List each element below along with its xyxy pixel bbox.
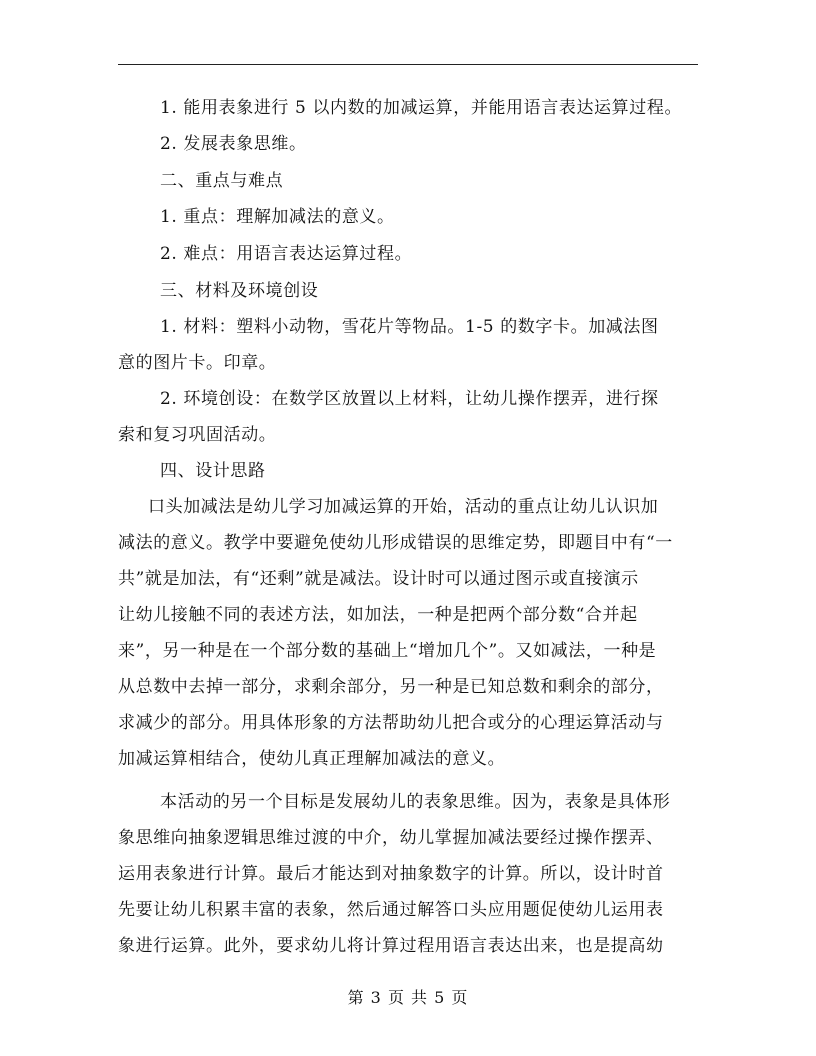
paragraph-line: 让幼儿接触不同的表述方法，如加法，一种是把两个部分数“合并起: [118, 605, 638, 625]
paragraph-line: 从总数中去掉一部分，求剩余部分，另一种是已知总数和剩余的部分，: [118, 677, 664, 697]
paragraph-line: 意的图片卡。印章。: [118, 353, 277, 373]
paragraph-line: 先要让幼儿积累丰富的表象，然后通过解答口头应用题促使幼儿运用表: [118, 900, 664, 920]
paragraph-line: 求减少的部分。用具体形象的方法帮助幼儿把合或分的心理运算活动与: [118, 713, 664, 733]
paragraph-line: 索和复习巩固活动。: [118, 425, 277, 445]
paragraph-line: 减法的意义。教学中要避免使幼儿形成错误的思维定势，即题目中有“一: [118, 533, 673, 553]
section-heading: 三、材料及环境创设: [160, 281, 319, 301]
paragraph-line: 2. 环境创设：在数学区放置以上材料，让幼儿操作摆弄，进行探: [160, 389, 659, 409]
header-rule: [118, 64, 698, 65]
page-footer: 第 3 页 共 5 页: [347, 988, 469, 1007]
paragraph-line: 2. 难点：用语言表达运算过程。: [160, 244, 413, 264]
paragraph-line: 1. 能用表象进行 5 以内数的加减运算，并能用语言表达运算过程。: [160, 98, 683, 118]
paragraph-line: 象进行运算。此外，要求幼儿将计算过程用语言表达出来，也是提高幼: [118, 936, 664, 956]
paragraph-line: 1. 重点：理解加减法的意义。: [160, 207, 395, 227]
paragraph-line: 来”，另一种是在一个部分数的基础上“增加几个”。又如减法，一种是: [118, 641, 657, 661]
paragraph-line: 共”就是加法，有“还剩”就是减法。设计时可以通过图示或直接演示: [118, 569, 639, 589]
paragraph-line: 本活动的另一个目标是发展幼儿的表象思维。因为，表象是具体形: [160, 792, 671, 812]
paragraph-line: 加减运算相结合，使幼儿真正理解加减法的意义。: [118, 749, 506, 769]
section-heading: 二、重点与难点: [160, 171, 284, 191]
paragraph-line: 运用表象进行计算。最后才能达到对抽象数字的计算。所以，设计时首: [118, 864, 664, 884]
paragraph-line: 1. 材料：塑料小动物，雪花片等物品。1-5 的数字卡。加减法图: [160, 317, 659, 337]
paragraph-line: 2. 发展表象思维。: [160, 134, 307, 154]
section-heading: 四、设计思路: [160, 461, 266, 481]
paragraph-line: 象思维向抽象逻辑思维过渡的中介，幼儿掌握加减法要经过操作摆弄、: [118, 828, 664, 848]
paragraph-line: 口头加减法是幼儿学习加减运算的开始，活动的重点让幼儿认识加: [148, 497, 659, 517]
